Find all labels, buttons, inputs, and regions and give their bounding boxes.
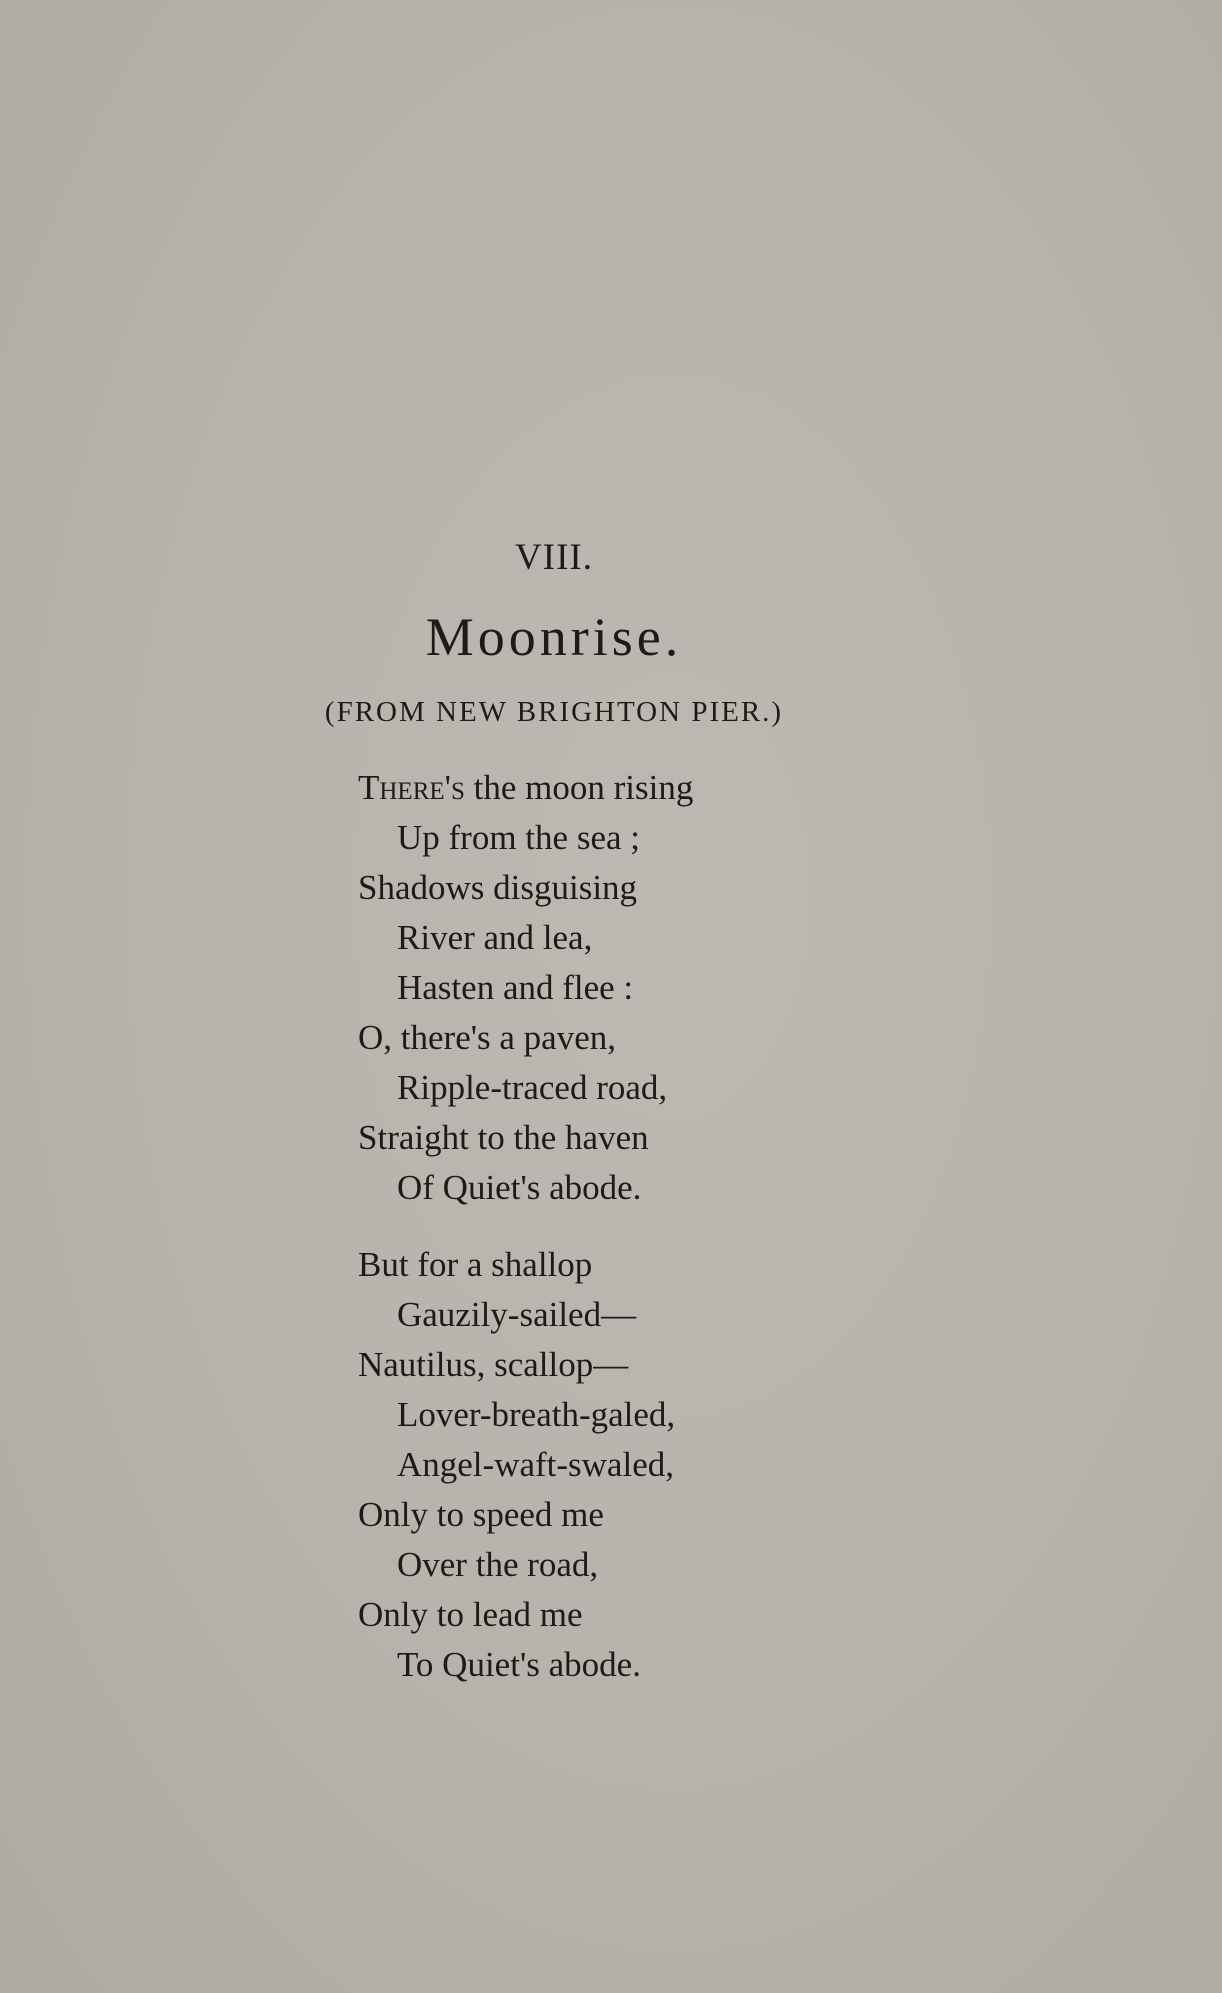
poem-first-word: There's bbox=[358, 768, 465, 807]
poem-title: Moonrise. bbox=[425, 607, 683, 667]
poem-line: Straight to the haven bbox=[358, 1118, 649, 1157]
poem-line: Only to speed me bbox=[358, 1495, 604, 1534]
poem-line: To Quiet's abode. bbox=[397, 1645, 641, 1684]
poem-line: Only to lead me bbox=[358, 1595, 583, 1634]
poem-line: Up from the sea ; bbox=[397, 818, 640, 857]
poem-line: Ripple-traced road, bbox=[397, 1068, 668, 1107]
stanza-1 bbox=[358, 763, 693, 1213]
poem-line: Lover-breath-galed, bbox=[397, 1395, 676, 1434]
poem-line: Over the road, bbox=[397, 1545, 599, 1584]
poem-line: O, there's a paven, bbox=[358, 1018, 617, 1057]
poem-line-text: the moon rising bbox=[473, 768, 694, 807]
poem-line bbox=[358, 763, 693, 813]
stanza-2 bbox=[358, 1240, 675, 1690]
section-numeral: VIII. bbox=[515, 537, 593, 578]
poem-line: Angel-waft-swaled, bbox=[397, 1445, 674, 1484]
poem-line: Of Quiet's abode. bbox=[397, 1168, 642, 1207]
poem-line: Shadows disguising bbox=[358, 868, 638, 907]
poem-line: River and lea, bbox=[397, 918, 593, 957]
poem-subtitle: (FROM NEW BRIGHTON PIER.) bbox=[324, 696, 784, 728]
poem-line: Hasten and flee : bbox=[397, 968, 634, 1007]
poem-line: Nautilus, scallop— bbox=[358, 1345, 629, 1384]
poem-line: But for a shallop bbox=[358, 1245, 593, 1284]
poem-line: Gauzily-sailed— bbox=[397, 1295, 637, 1334]
